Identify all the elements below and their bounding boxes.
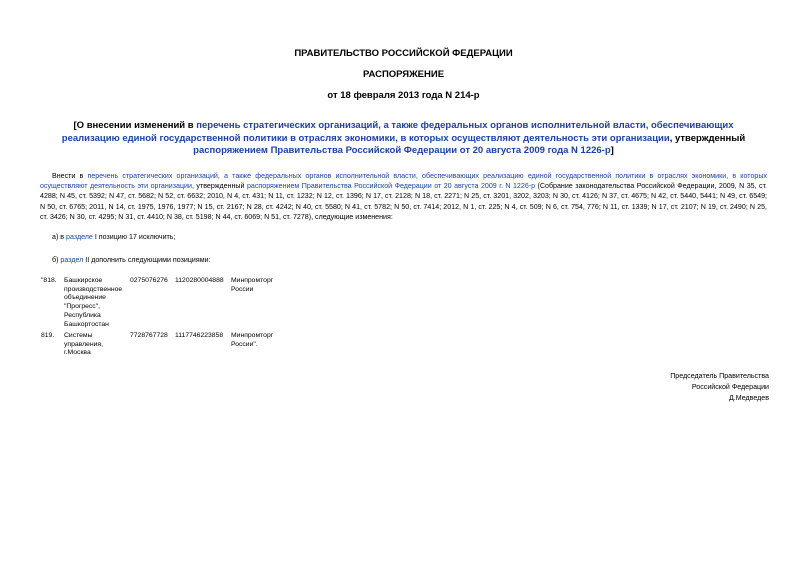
organization-name: Системы управления, г.Москва: [64, 332, 103, 357]
signature-position: Председатель Правительства: [670, 372, 769, 380]
signature-organization: Российской Федерации: [691, 383, 769, 391]
federal-agency: Минпромторг России".: [231, 332, 274, 348]
body-paragraph: [40, 171, 767, 222]
date-number-heading: от 18 февраля 2013 года N 214-р: [327, 90, 480, 101]
row-number: 819.: [41, 332, 55, 339]
table-row: [34, 277, 291, 332]
item-b-suffix: II дополнить следующими позициями:: [83, 256, 211, 264]
signature-name: Д.Медведев: [728, 394, 769, 402]
document-title: [52, 120, 755, 158]
federal-agency: Минпромторг России: [231, 277, 274, 293]
item-b: [52, 256, 211, 264]
organization-ogrn: 1117746223858: [175, 332, 224, 339]
title-middle-text: , утвержденный: [669, 132, 746, 144]
title-open-text: [О внесении изменений в: [73, 120, 197, 131]
positions-table: [34, 277, 291, 358]
organization-inn: 7728767728: [130, 332, 168, 339]
title-link-order-1226[interactable]: распоряжением Правительства Российской Федерации от 20 августа 2009 года N 1226-р: [193, 145, 611, 156]
organization-name: Башкирское производственное объединение "Прогресс", Республика Башкортостан: [64, 277, 123, 328]
item-a-prefix: а) в: [52, 233, 67, 241]
item-a: [52, 233, 175, 241]
body-text-3: (Собрание законодательства Российской Федерации, 2009, N 35, ст. 4288; N 45, ст. 5392; N 47, ст. 5682; N 52, ст. 6632; 2010, N 4, ст. 431; N 11, ст. 1232; N 12, ст. 1396; N 17, ст. 2128; N 18, ст. 2271; N 25, ст. 3201, 3202, 3203; N 30, ст. 4126; N 37, ст. 4675; N 42, ст. 5440, 5441; N 49, ст. 6549; N 50, ст. 6765; 2011, N 14, ст. 1975, 1976, 1977; N 15, ст. 2167; N 28, ст. 4242; N 40, ст. 5580; N 41, ст. 5782; N 50, ст. 7414; 2012, N 1, ст. 225; N 4, ст. 509; N 6, ст. 754, 776; N 11, ст. 1339; N 17, ст. 2107; N 19, ст. 2490; N 25, ст. 3426; N 30, ст. 4295; N 31, ст. 4410; N 38, ст. 5198; N 44, ст. 6069; N 51, ст. 7278), следующие изменения:: [40, 182, 768, 221]
title-close-text: ]: [610, 145, 614, 156]
government-heading: ПРАВИТЕЛЬСТВО РОССИЙСКОЙ ФЕДЕРАЦИИ: [294, 48, 513, 59]
item-b-prefix: б): [52, 256, 61, 264]
body-link-order-1226[interactable]: распоряжением Правительства Российской Федерации от 20 августа 2009 г. N 1226-р: [246, 182, 536, 191]
row-number: "818.: [41, 277, 57, 284]
title-link-strategic-list[interactable]: перечень стратегических организаций, а также федеральных органов исполнительной власти, обеспечивающих реализацию единой государственной политики в отраслях экономики, в которых осуществляют деятельность эти организации: [61, 120, 734, 144]
organization-inn: 0275076276: [130, 277, 168, 284]
table-row: [34, 332, 291, 358]
signature-block: [670, 371, 769, 404]
body-text-2: , утвержденный: [191, 182, 247, 191]
body-link-strategic-list[interactable]: перечень стратегических организаций, а также федеральных органов исполнительной власти, обеспечивающих реализацию единой государственной политики в отраслях экономики, в которых осуществляют деятельность эти организации: [40, 172, 767, 191]
organization-ogrn: 1120280004888: [175, 277, 224, 284]
item-a-section-link[interactable]: разделе: [66, 233, 93, 241]
item-b-section-link[interactable]: раздел: [60, 256, 84, 264]
body-lead-text: Внести в: [52, 172, 88, 180]
document-type-heading: РАСПОРЯЖЕНИЕ: [362, 69, 445, 80]
item-a-suffix: I позицию 17 исключить;: [92, 233, 176, 241]
